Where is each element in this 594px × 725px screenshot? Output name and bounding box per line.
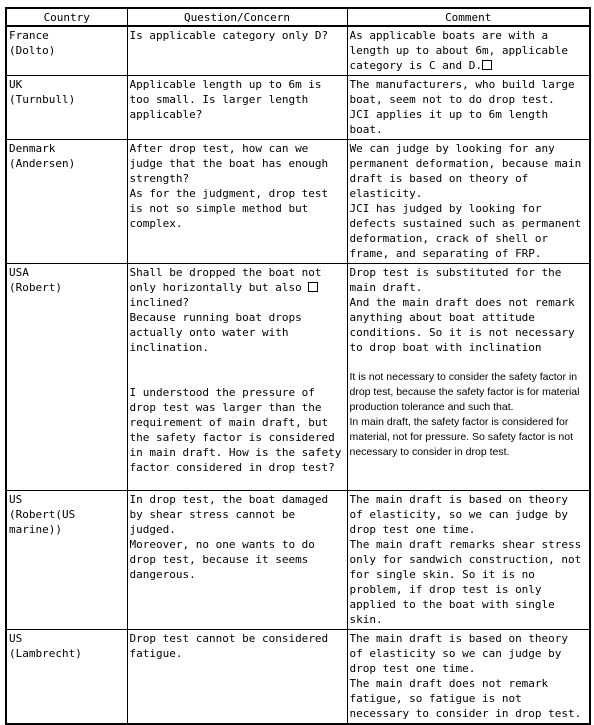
comment-cell — [347, 491, 590, 630]
country-cell — [6, 76, 127, 140]
delegate-name: (Andersen) — [9, 157, 76, 170]
header-country: Country — [6, 8, 127, 26]
qa-table — [5, 7, 591, 725]
country-name: Denmark — [9, 142, 56, 155]
question-text: Shall be dropped the boat not only horizontally but also inclined? — [129, 266, 322, 309]
question-text: Is applicable category only D? — [129, 29, 329, 42]
comment-text: Drop test is substituted for the main draft. — [349, 266, 562, 294]
comment-text: In main draft, the safety factor is considered for material, not for pressure. So safety factor is not necessary to consider in drop test. — [349, 416, 574, 458]
question-text: Drop test cannot be considered fatigue. — [129, 632, 329, 660]
question-cell — [127, 264, 347, 491]
country-cell — [6, 491, 127, 630]
table-row — [6, 76, 590, 140]
country-cell — [6, 26, 127, 76]
comment-text: We can judge by looking for any permanent deformation, because main draft is based on theory of elasticity. — [349, 142, 582, 200]
comment-text: The main draft does not remark fatigue, so fatigue is not necessary to consider in drop test. — [349, 677, 582, 720]
comment-text: The manufacturers, who build large boat, seem not to do drop test. — [349, 78, 575, 106]
comment-text: The main draft is based on theory of elasticity, so we can judge by drop test one time. — [349, 493, 569, 536]
comment-text: JCI applies it up to 6m length boat. — [349, 108, 549, 136]
question-cell — [127, 76, 347, 140]
comment-cell — [347, 76, 590, 140]
table-row — [6, 264, 590, 491]
question-text: I understood the pressure of drop test was larger than the requirement of main draft, but the safety factor is considered in main draft. How is the safety factor considered in drop test? — [129, 386, 342, 474]
comment-text: The main draft remarks shear stress only for sandwich construction, not for single skin. So it is no problem, if drop test is only applied to the boat with single skin. — [349, 538, 582, 626]
country-name: US — [9, 632, 23, 645]
question-text: As for the judgment, drop test is not so simple method but complex. — [129, 187, 329, 230]
header-question: Question/Concern — [127, 8, 347, 26]
comment-text: It is not necessary to consider the safety factor in drop test, because the safety factor is for material production tolerance and such that. — [349, 371, 580, 413]
country-name: France — [9, 29, 49, 42]
comment-cell — [347, 264, 590, 491]
header-comment: Comment — [347, 8, 590, 26]
question-text: In drop test, the boat damaged by shear stress cannot be judged. — [129, 493, 329, 536]
comment-text: The main draft is based on theory of elasticity so we can judge by drop test one time. — [349, 632, 569, 675]
comment-text: JCI has judged by looking for defects sustained such as permanent deformation, crack of shell or frame, and separating of FRP. — [349, 202, 582, 260]
country-name: US — [9, 493, 23, 506]
question-text: After drop test, how can we judge that the boat has enough strength? — [129, 142, 329, 185]
comment-text: As applicable boats are with a length up to about 6m, applicable category is C and D. — [349, 29, 569, 72]
comment-cell — [347, 140, 590, 264]
country-name: USA — [9, 266, 29, 279]
placeholder-box-icon — [482, 60, 492, 70]
comment-text: And the main draft does not remark anything about boat attitude conditions. So it is not necessary to drop boat with inclination — [349, 296, 575, 354]
table-row — [6, 26, 590, 76]
table-row — [6, 491, 590, 630]
question-cell — [127, 140, 347, 264]
header-row — [6, 8, 590, 26]
question-text: Moreover, no one wants to do drop test, because it seems dangerous. — [129, 538, 315, 581]
delegate-name: (Turnbull) — [9, 93, 76, 106]
delegate-name: (Robert) — [9, 281, 62, 294]
delegate-name: (Robert(US marine)) — [9, 508, 76, 536]
comment-cell — [347, 26, 590, 76]
country-cell — [6, 140, 127, 264]
table-row — [6, 140, 590, 264]
question-cell — [127, 26, 347, 76]
question-cell — [127, 491, 347, 630]
question-text: Applicable length up to 6m is too small. Is larger length applicable? — [129, 78, 322, 121]
delegate-name: (Lambrecht) — [9, 647, 82, 660]
country-name: UK — [9, 78, 23, 91]
placeholder-box-icon — [308, 282, 318, 292]
question-text: Because running boat drops actually onto water with inclination. — [129, 311, 302, 354]
country-cell — [6, 264, 127, 491]
delegate-name: (Dolto) — [9, 44, 56, 57]
